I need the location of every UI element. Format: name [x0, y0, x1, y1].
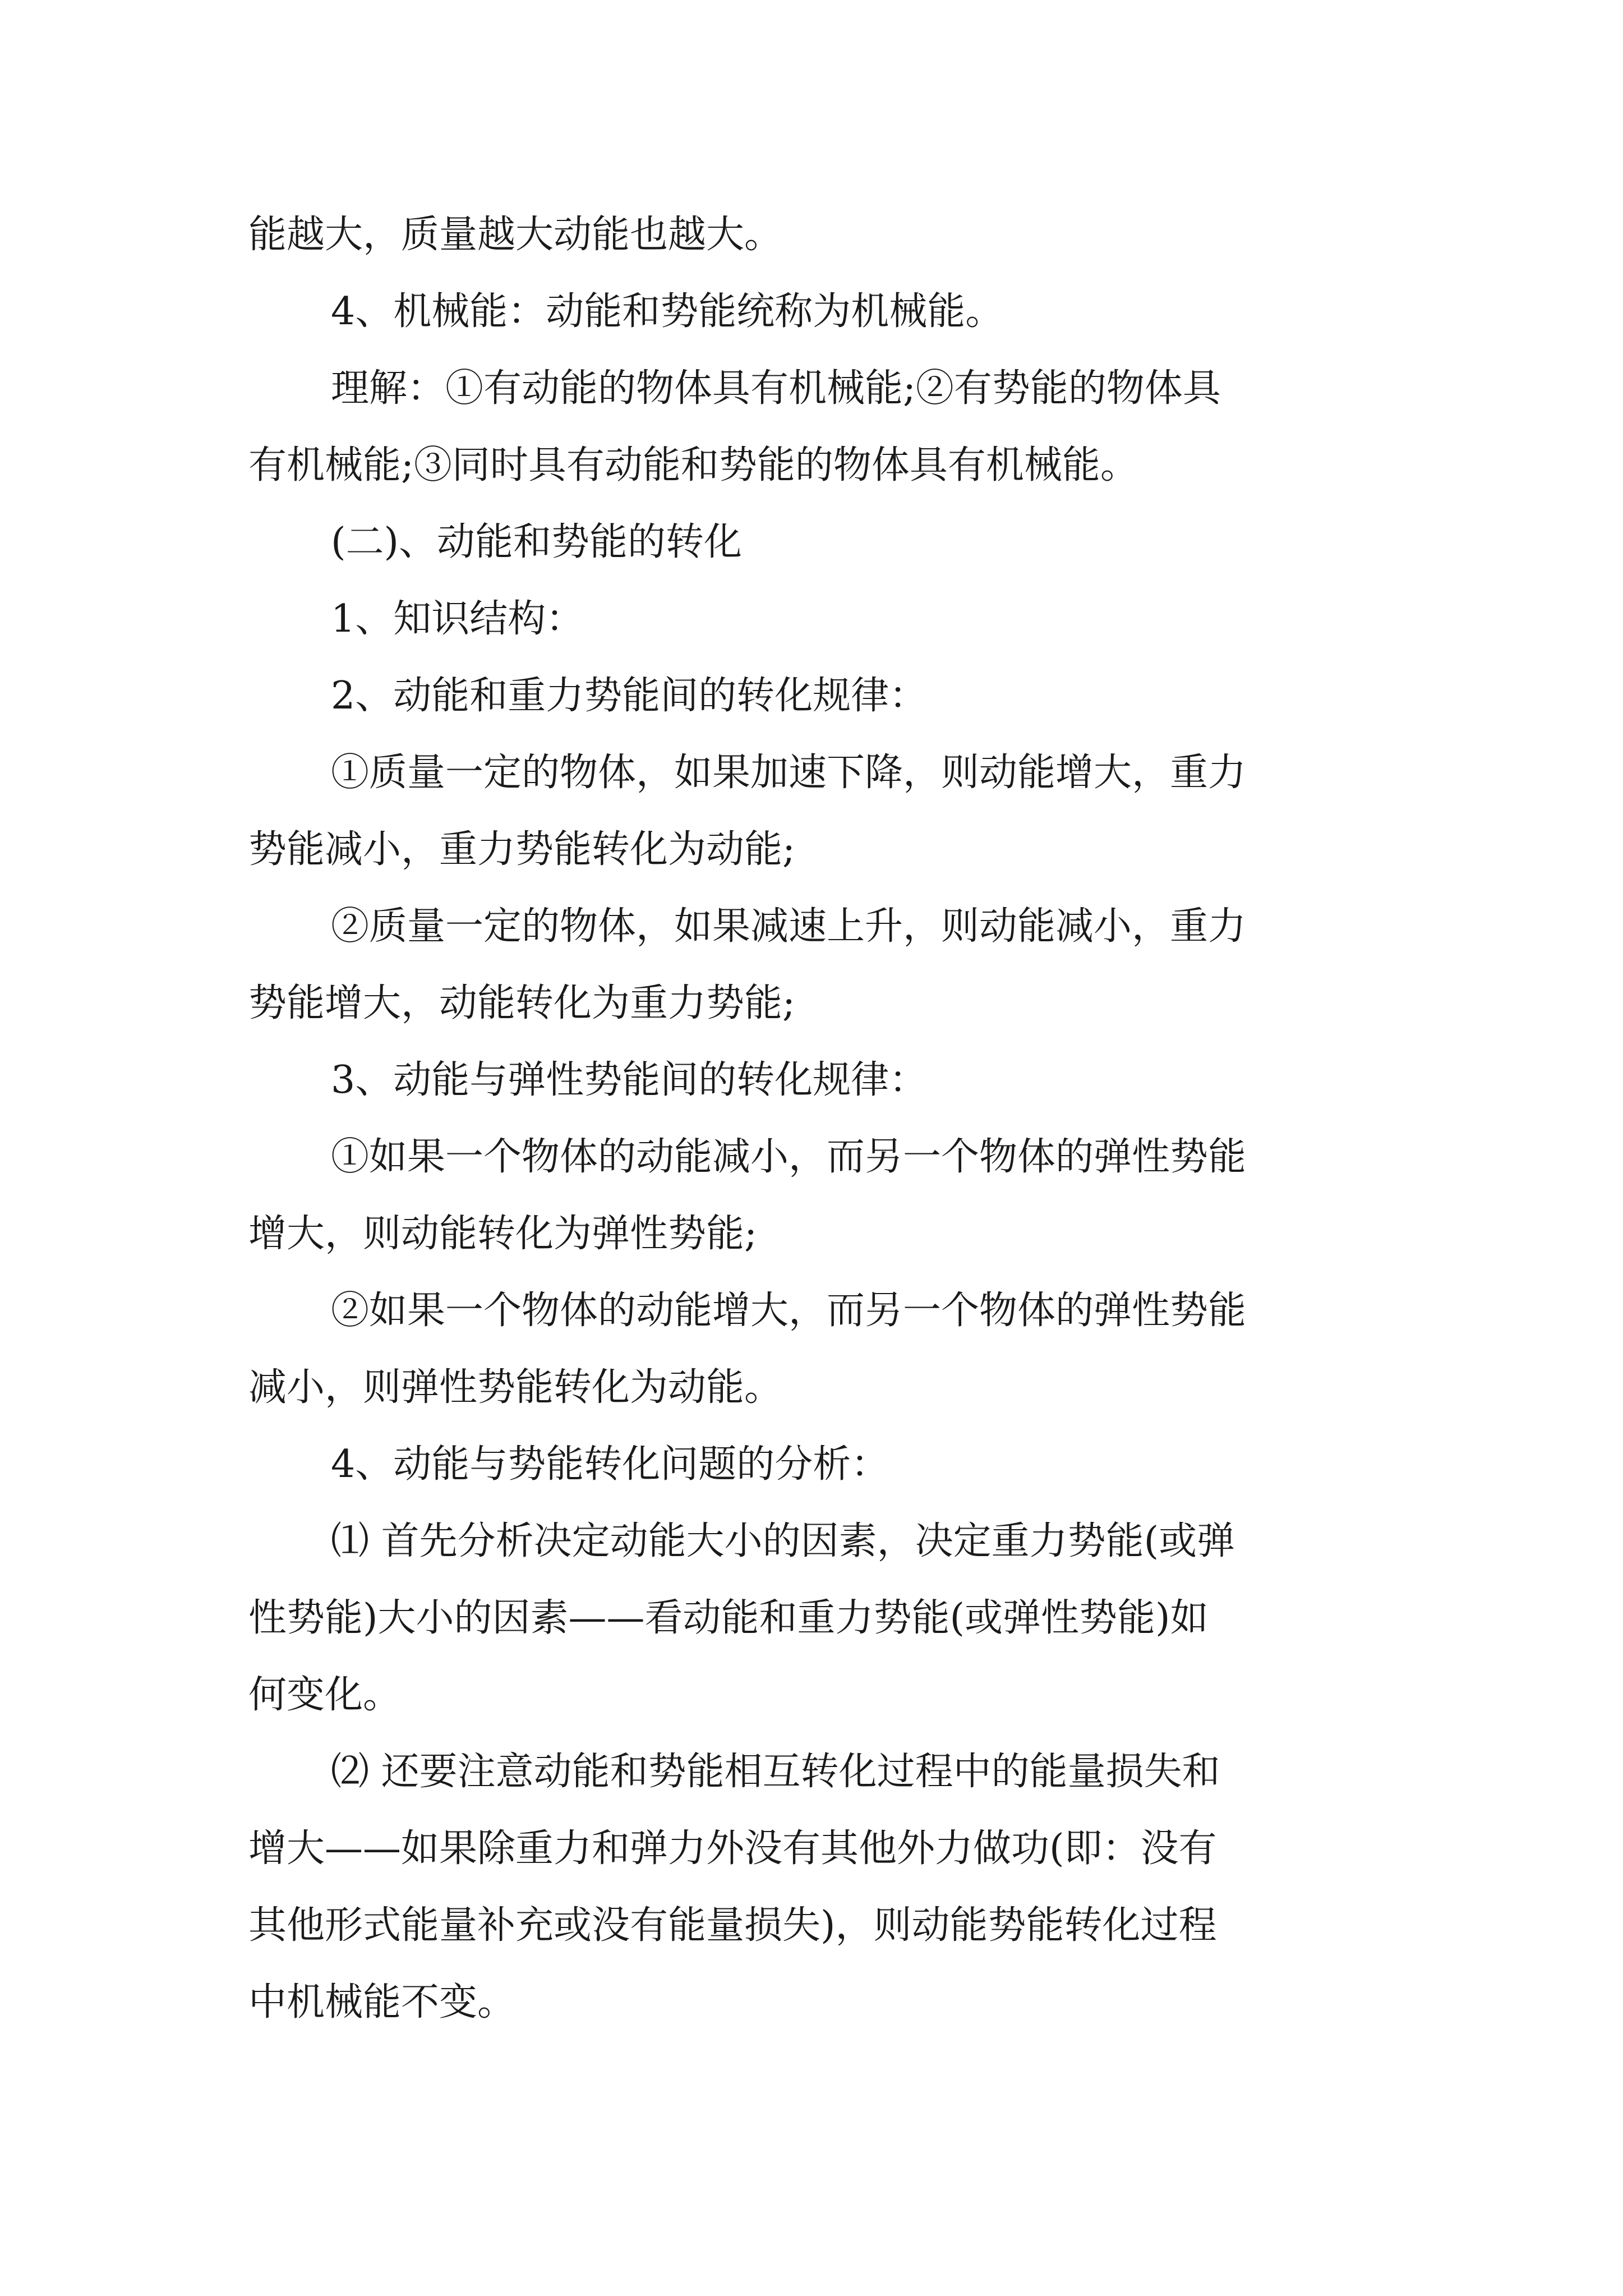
- text-line: ②质量一定的物体，如果减速上升，则动能减小，重力: [331, 904, 1247, 949]
- text-line: 中机械能不变。: [248, 1980, 516, 2024]
- text-line: 3、动能与弹性势能间的转化规律：: [331, 1058, 928, 1102]
- text-line: 何变化。: [248, 1673, 402, 1717]
- text-line: ①如果一个物体的动能减小，而另一个物体的弹性势能: [331, 1135, 1247, 1179]
- text-line: (二)、动能和势能的转化: [331, 520, 743, 564]
- text-line: 理解：①有动能的物体具有机械能;②有势能的物体具: [331, 366, 1221, 411]
- text-line: 1、知识结构：: [331, 597, 584, 641]
- text-line: ⑵ 还要注意动能和势能相互转化过程中的能量损失和: [331, 1750, 1220, 1794]
- text-line: 4、机械能：动能和势能统称为机械能。: [331, 289, 1004, 334]
- text-line: 增大——如果除重力和弹力外没有其他外力做功(即：没有: [248, 1826, 1217, 1871]
- text-line: 减小，则弹性势能转化为动能。: [248, 1365, 783, 1410]
- text-line: 势能增大，动能转化为重力势能;: [248, 981, 795, 1025]
- text-line: 增大，则动能转化为弹性势能;: [248, 1212, 757, 1256]
- text-line: 其他形式能量补充或没有能量损失)，则动能势能转化过程: [248, 1903, 1217, 1948]
- text-line: 4、动能与势能转化问题的分析：: [331, 1442, 889, 1487]
- text-line: 势能减小，重力势能转化为动能;: [248, 827, 795, 872]
- text-line: ①质量一定的物体，如果加速下降，则动能增大，重力: [331, 751, 1247, 795]
- text-line: ②如果一个物体的动能增大，而另一个物体的弹性势能: [331, 1289, 1247, 1333]
- text-line: 能越大，质量越大动能也越大。: [248, 213, 783, 257]
- text-line: 2、动能和重力势能间的转化规律：: [331, 674, 928, 718]
- text-line: 有机械能;③同时具有动能和势能的物体具有机械能。: [248, 443, 1138, 487]
- text-line: ⑴ 首先分析决定动能大小的因素，决定重力势能(或弹: [331, 1519, 1235, 1563]
- text-line: 性势能)大小的因素——看动能和重力势能(或弹性势能)如: [248, 1596, 1209, 1640]
